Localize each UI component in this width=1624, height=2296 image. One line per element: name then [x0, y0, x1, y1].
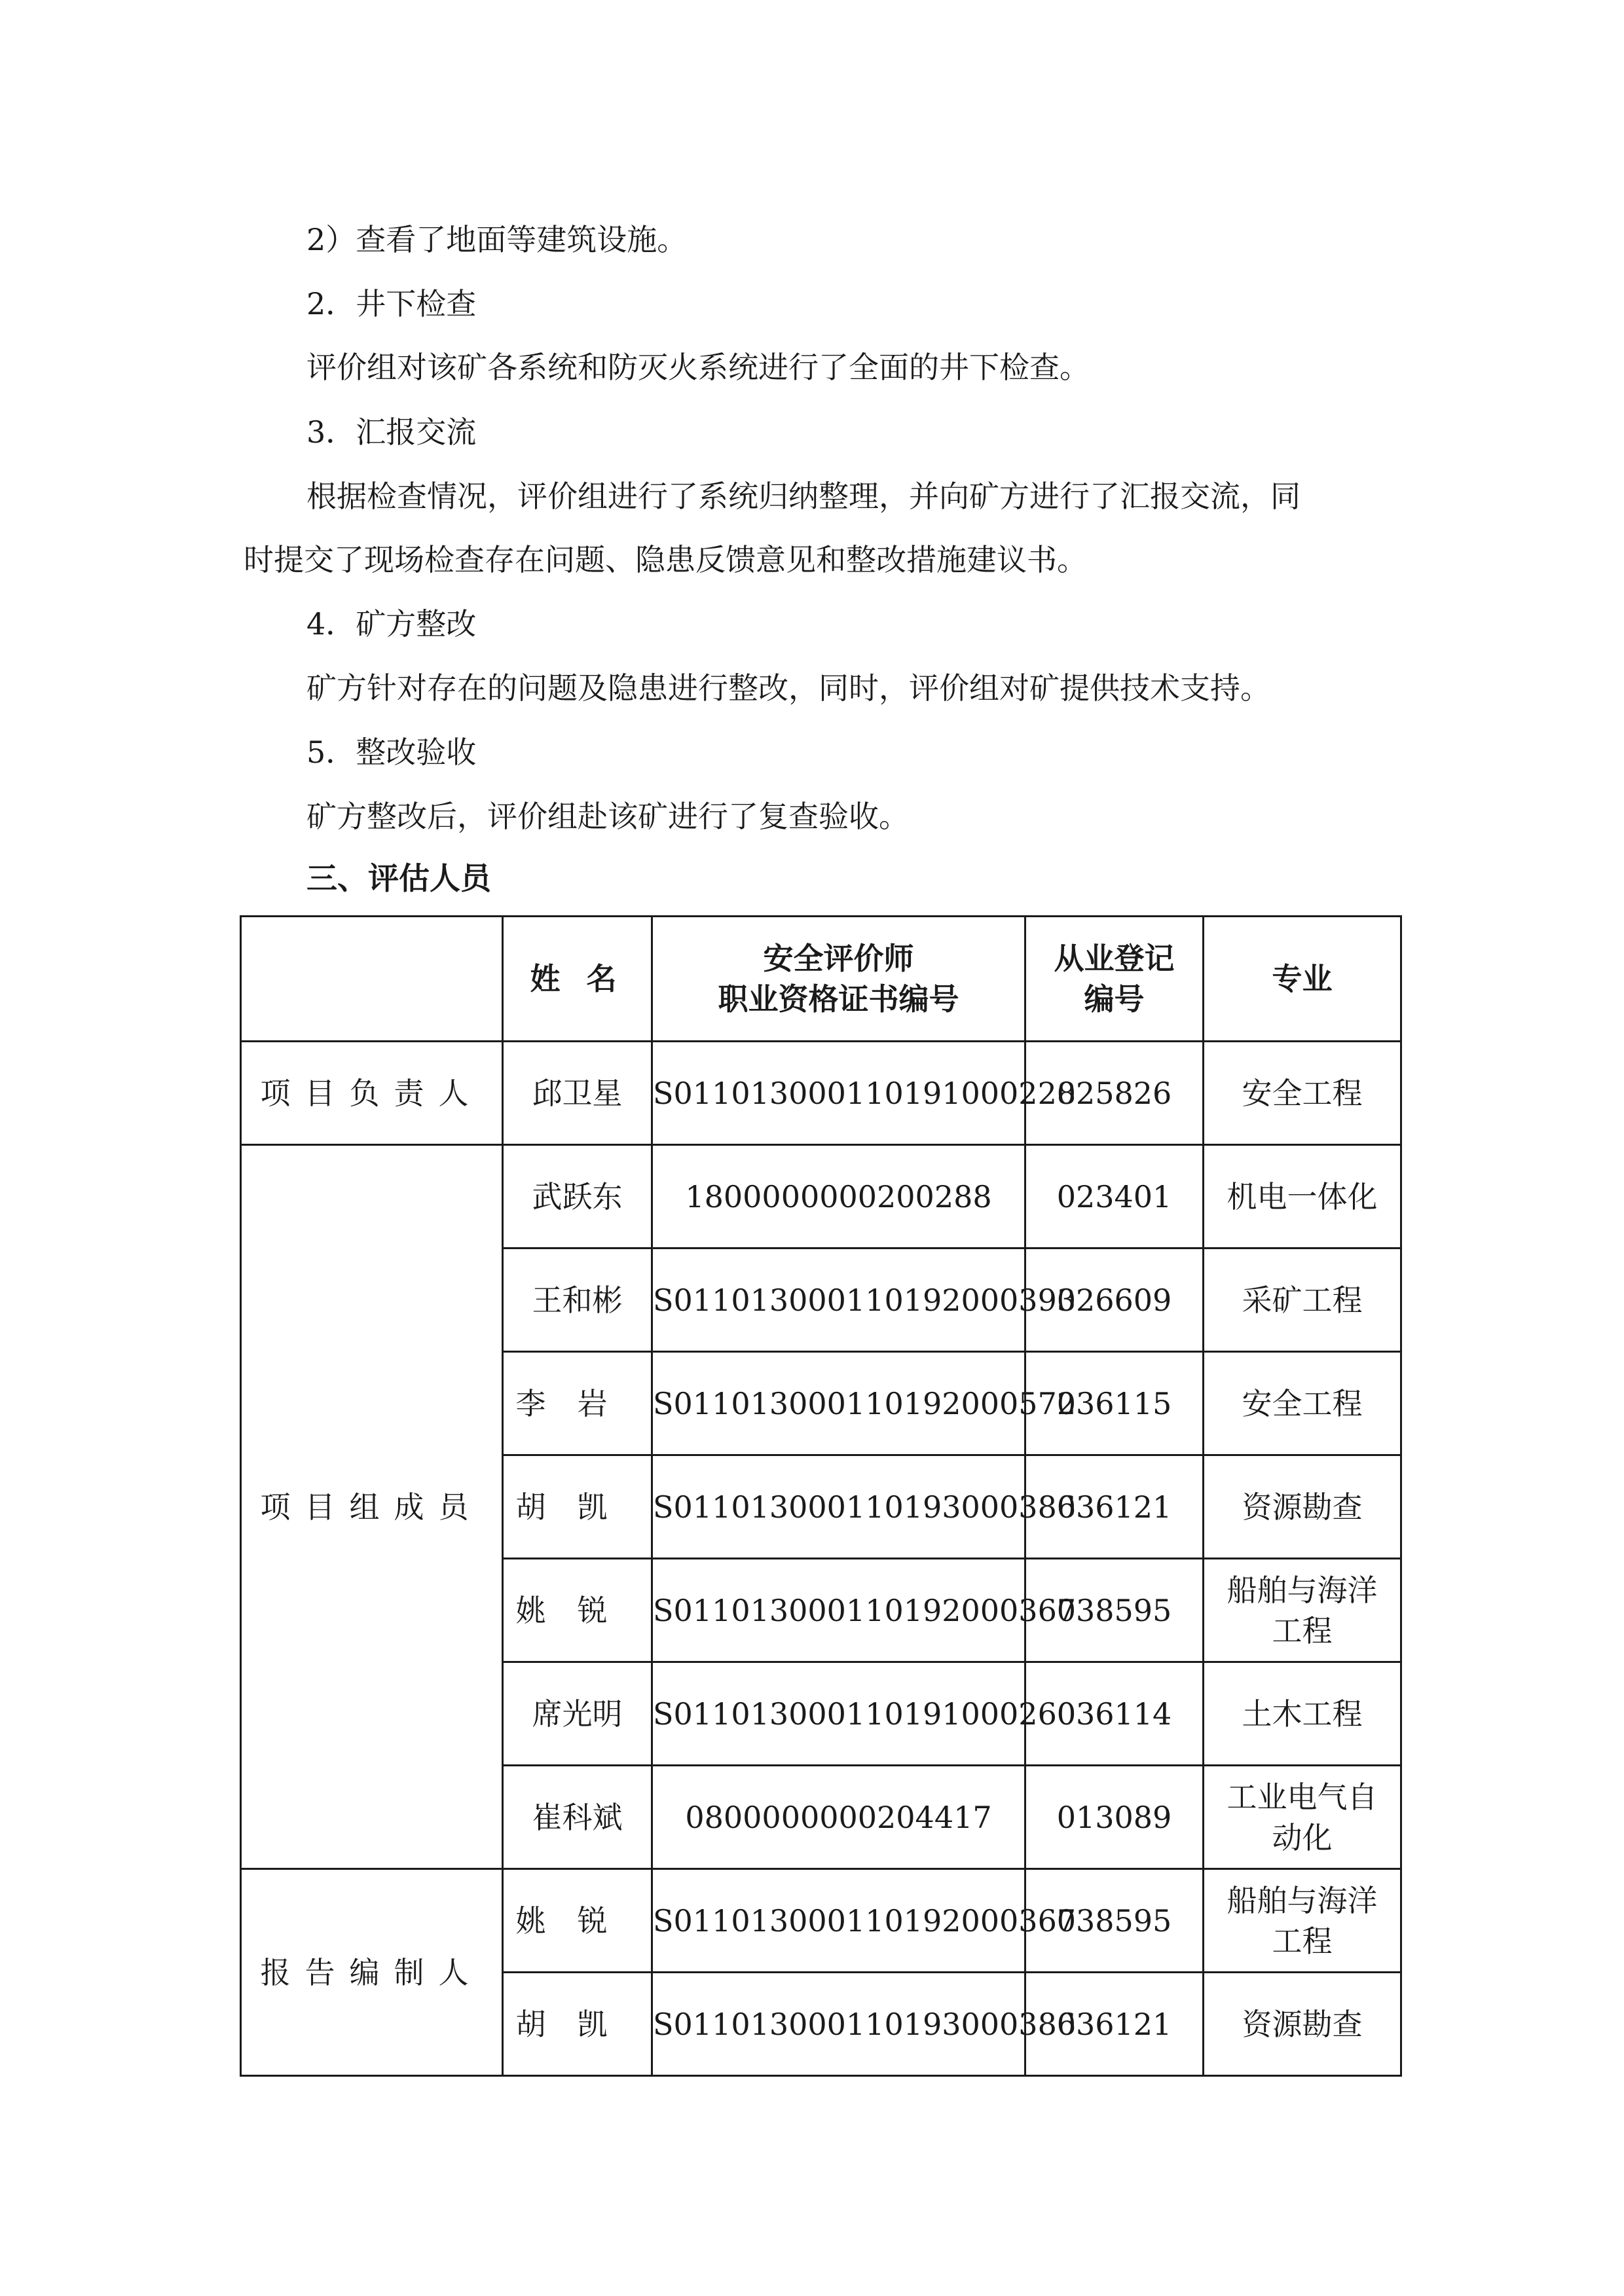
- paragraph-building-inspection: 2）查看了地面等建筑设施。: [306, 222, 688, 257]
- paragraph-underground-heading: 2．井下检查: [306, 286, 477, 321]
- staff-name: 邱卫星: [503, 1042, 652, 1145]
- staff-name: 王和彬: [503, 1248, 652, 1352]
- cert-number: S011013000110192000367: [652, 1869, 1025, 1973]
- paragraph-report-heading: 3．汇报交流: [306, 414, 477, 450]
- reg-number: 036114: [1025, 1662, 1204, 1766]
- major-line2: 工程: [1272, 1923, 1333, 1959]
- table-row: [241, 1145, 1401, 1248]
- staff-name: 姚锐: [503, 1559, 652, 1662]
- header-name: 姓 名: [503, 917, 652, 1042]
- reg-number: 036121: [1025, 1455, 1204, 1559]
- header-reg: [1025, 917, 1204, 1042]
- paragraph-report-text-line1: 根据检查情况，评价组进行了系统归纳整理，并向矿方进行了汇报交流，同: [306, 479, 1301, 514]
- staff-name: 席光明: [503, 1662, 652, 1766]
- cert-number: S011013000110192000572: [652, 1352, 1025, 1455]
- major: 采矿工程: [1204, 1248, 1401, 1352]
- role-leader: 项目负责人: [241, 1042, 503, 1145]
- major: [1204, 1766, 1401, 1869]
- reg-number: 025826: [1025, 1042, 1204, 1145]
- reg-number: 013089: [1025, 1766, 1204, 1869]
- staff-name: 武跃东: [503, 1145, 652, 1248]
- header-reg-line1: 从业登记: [1054, 941, 1175, 976]
- table-row: [241, 1869, 1401, 1973]
- major: 资源勘查: [1204, 1973, 1401, 2076]
- reg-number: 036115: [1025, 1352, 1204, 1455]
- paragraph-acceptance-heading: 5．整改验收: [306, 735, 477, 770]
- reg-number: 036121: [1025, 1973, 1204, 2076]
- role-members: 项目组成员: [241, 1145, 503, 1869]
- paragraph-report-text-line2: 时提交了现场检查存在问题、隐患反馈意见和整改措施建议书。: [244, 542, 1087, 577]
- cert-number: S011013000110192000393: [652, 1248, 1025, 1352]
- staff-name: 崔科斌: [503, 1766, 652, 1869]
- header-role: [241, 917, 503, 1042]
- major: 土木工程: [1204, 1662, 1401, 1766]
- cert-number: S011013000110192000367: [652, 1559, 1025, 1662]
- paragraph-underground-text: 评价组对该矿各系统和防灭火系统进行了全面的井下检查。: [306, 350, 1090, 385]
- header-cert: [652, 917, 1025, 1042]
- major-line2: 动化: [1272, 1819, 1333, 1855]
- major-line1: 工业电气自: [1227, 1779, 1378, 1815]
- role-authors: 报告编制人: [241, 1869, 503, 2076]
- cert-number: S011013000110191000228: [652, 1042, 1025, 1145]
- staff-name: 姚锐: [503, 1869, 652, 1973]
- table-row: [241, 1042, 1401, 1145]
- reg-number: 038595: [1025, 1559, 1204, 1662]
- major: 机电一体化: [1204, 1145, 1401, 1248]
- reg-number: 026609: [1025, 1248, 1204, 1352]
- cert-number: S011013000110193000386: [652, 1455, 1025, 1559]
- header-major: 专业: [1204, 917, 1401, 1042]
- staff-name: 胡凯: [503, 1455, 652, 1559]
- major: 资源勘查: [1204, 1455, 1401, 1559]
- major-line2: 工程: [1272, 1613, 1333, 1649]
- cert-number: 1800000000200288: [652, 1145, 1025, 1248]
- major: [1204, 1869, 1401, 1973]
- reg-number: 023401: [1025, 1145, 1204, 1248]
- staff-table: [240, 915, 1402, 2077]
- reg-number: 038595: [1025, 1869, 1204, 1973]
- cert-number: S011013000110193000386: [652, 1973, 1025, 2076]
- paragraph-acceptance-text: 矿方整改后，评价组赴该矿进行了复查验收。: [306, 799, 909, 834]
- cert-number: 0800000000204417: [652, 1766, 1025, 1869]
- paragraph-rectification-heading: 4．矿方整改: [306, 606, 477, 642]
- header-reg-line2: 编号: [1084, 981, 1145, 1017]
- section-title: 三、评估人员: [306, 861, 491, 897]
- staff-name: 胡凯: [503, 1973, 652, 2076]
- major-line1: 船舶与海洋: [1227, 1572, 1378, 1608]
- table-header-row: [241, 917, 1401, 1042]
- major: 安全工程: [1204, 1042, 1401, 1145]
- major: [1204, 1559, 1401, 1662]
- major: 安全工程: [1204, 1352, 1401, 1455]
- major-line1: 船舶与海洋: [1227, 1882, 1378, 1918]
- header-cert-line1: 安全评价师: [763, 941, 914, 976]
- header-cert-line2: 职业资格证书编号: [718, 981, 959, 1017]
- paragraph-rectification-text: 矿方针对存在的问题及隐患进行整改，同时，评价组对矿提供技术支持。: [306, 670, 1270, 706]
- cert-number: S011013000110191000260: [652, 1662, 1025, 1766]
- staff-name: 李岩: [503, 1352, 652, 1455]
